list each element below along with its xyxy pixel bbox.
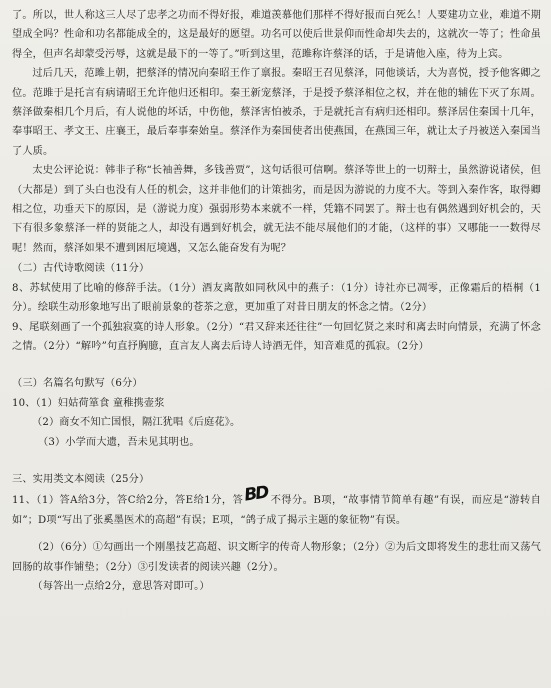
poetry-section	[12, 259, 541, 356]
scoring-note: （每答出一点给2分，意思答对即可。）	[32, 580, 210, 592]
practical-text-section	[12, 470, 541, 596]
translation-passage	[12, 6, 541, 258]
answer-q10-2: （2）商女不知亡国恨，隔江犹唱《后庭花》。	[32, 417, 241, 429]
section-heading: （二）古代诗歌阅读（11分）	[12, 263, 150, 275]
famous-lines-section	[12, 374, 541, 452]
answer-q9: 9、尾联刻画了一个孤独寂寞的诗人形象。（2分）“君又辞来还往往”一句回忆贤之来时和离去时向情景，充满了怀念之情。（2分）“解吟”句直抒胸臆，直言友人离去后诗人诗酒无伴，知音难觅的孤寂。（2分）	[12, 321, 541, 352]
passage-paragraph: 了。所以，世人称这三人尽了忠孝之功而不得好报，难道羡慕他们那样不得好报而白死么！人要建功立业，难道不期望成全吗？性命和功名都能成全的，这是最好的愿望。功名可以使后世景仰而性命却失去的，这就次一等了；性命虽得全，但声名却蒙受污辱，这就是最下的一等了。”听到这里，范雎称许蔡泽的话，于是请他入座，待为上宾。	[12, 10, 541, 60]
answer-q11-1	[12, 482, 541, 530]
handwritten-mark: BD	[243, 482, 269, 506]
passage-paragraph: 太史公评论说：韩非子称“长袖善舞，多钱善贾”，这句话很可信啊。蔡泽等世上的一切辩士，虽然游说诸侯，但（大都是）到了头白也没有人任的机会，这并非他们的计策拙劣，而是因为游说的力度不大。等到入秦作客，取得卿相之位，功垂天下的原因，是（游说力度）强弱形势本来就不一样，凭籍不同罢了。辩士也有偶然遇到好机会的，天下有很多象蔡泽一样的贤能之人，却没有遇到好机会，就无法不能尽展他们的才能，（这样的事）又哪能一一数得尽呢！然而，蔡泽如果不遭到困厄境遇，又怎么能奋发有为呢？	[12, 165, 541, 254]
answer-q10-3: （3）小学而大遗，吾未见其明也。	[38, 436, 200, 448]
answer-q11-1-rest: 不得分。B项，“故事情节简单有趣”有误，而应是“游转自如”；D项“写出了张奚墨医术的高超”有误；E项，“鸽子成了揭示主题的象征物”有误。	[12, 495, 541, 526]
answer-q11-1-start: 11、（1）答A给3分，答C给2分，答E给1分，答	[12, 495, 244, 507]
answer-q8: 8、苏轼使用了比喻的修辞手法。（1分）酒友离散如同秋风中的燕子：（1分）诗社亦已凋零，正像霜后的梧桐（1分）。绘联生动形象地写出了眼前景象的苍茶之意，更加重了对昔日朋友的怀念之情。（2分）	[12, 282, 541, 314]
section-heading: （三）名篇名句默写（6分）	[12, 378, 143, 390]
answer-q11-2: （2）（6分）①勾画出一个刚墨技艺高超、识文断字的传奇人物形象；（2分）②为后文即将发生的悲壮而又荡气回肠的故事作铺垫；（2分）③引发读者的阅读兴趣（2分）。	[12, 542, 541, 573]
answer-q10-1: 10、（1）妇姑荷箪食 童稚携壶浆	[12, 397, 165, 409]
section-heading: 三、实用类文本阅读（25分）	[12, 473, 150, 485]
passage-paragraph: 过后几天，范雎上朝，把蔡泽的情况向秦昭王作了禀报。秦昭王召见蔡泽，同他谈话，大为喜悦，授予他客卿之位。范雎于是托言有病请昭王允许他归还相印。秦王新宠蔡泽，于是授予蔡泽相位之权，并在他的辅佐下灭了东周。蔡泽做秦相几个月后，有人说他的坏话，中伤他，蔡泽害怕被杀，于是就托言有病归还相印。蔡泽居住秦国十几年，奉事昭王、孝文王、庄襄王，最后奉事秦始皇。蔡泽作为秦国使者出使燕国，在燕国三年，就让太子丹被送入秦国当了人质。	[12, 68, 541, 157]
